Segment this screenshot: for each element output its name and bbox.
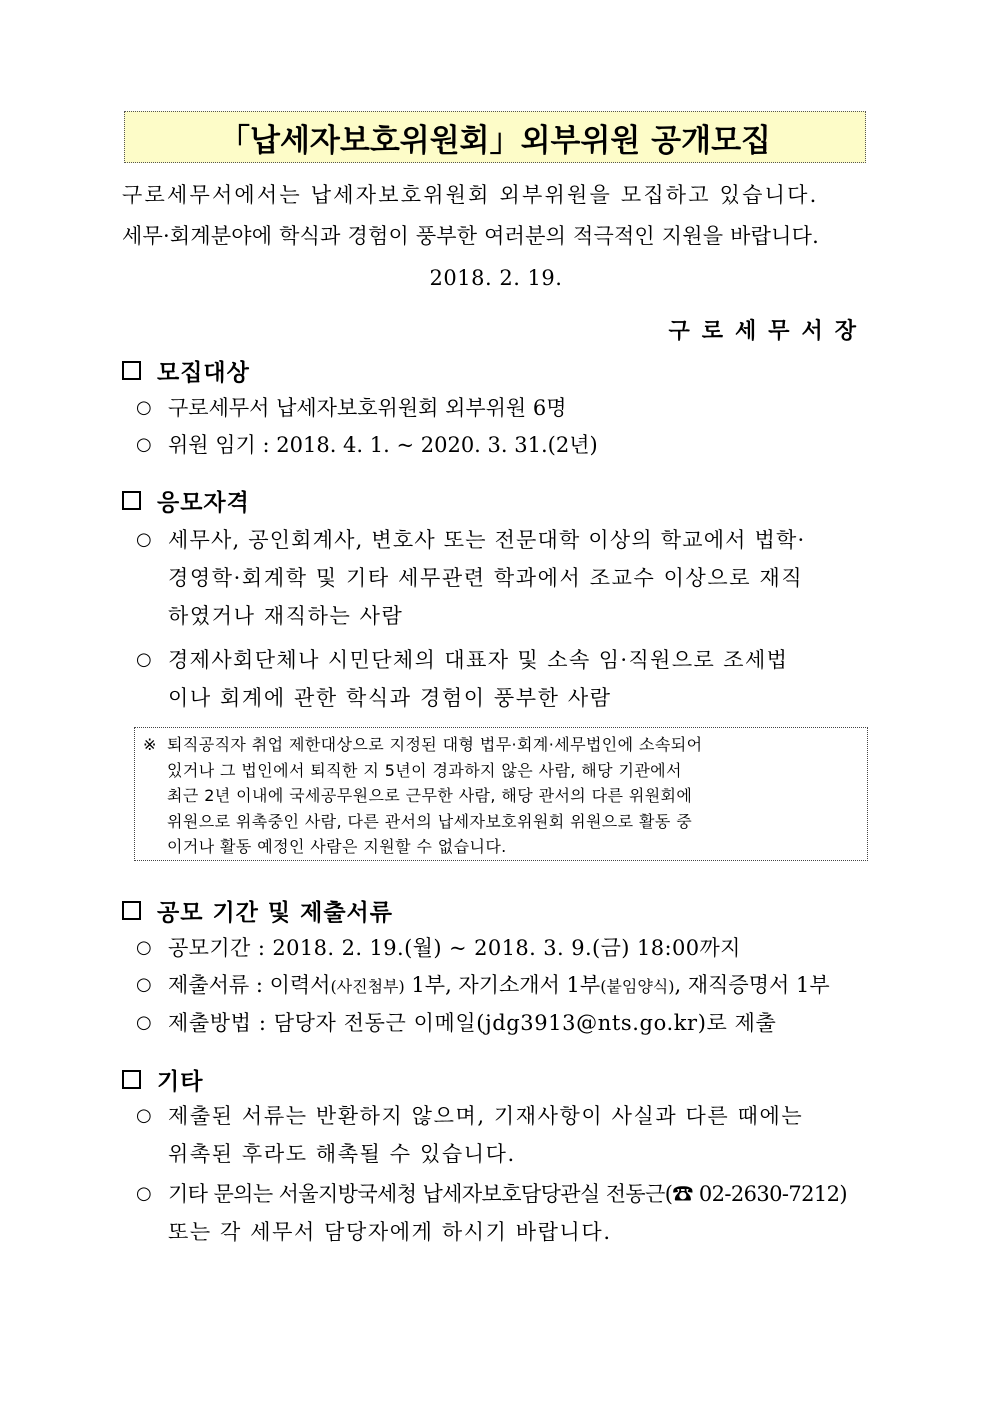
submit-docs-note: (사진첨부) (330, 977, 405, 996)
note-line: 이거나 활동 예정인 사람은 지원할 수 없습니다. (167, 837, 507, 856)
list-item-text: 또는 각 세무서 담당자에게 하시기 바랍니다. (168, 1220, 612, 1244)
list-item-text: 경영학·회계학 및 기타 세무관련 학과에서 조교수 이상으로 재직 (168, 566, 804, 590)
list-item-text: 이나 회계에 관한 학식과 경험이 풍부한 사람 (168, 686, 612, 710)
circle-bullet-icon: ○ (136, 649, 152, 670)
circle-bullet-icon: ○ (136, 1012, 152, 1033)
signer: 구로세무서장 (668, 318, 868, 344)
note-box (134, 727, 868, 861)
list-item-text: 위원 임기 : 2018. 4. 1. ~ 2020. 3. 31.(2년) (168, 433, 598, 457)
list-item-text (136, 966, 870, 1006)
list-item-text: 구로세무서 납세자보호위원회 외부위원 6명 (168, 396, 567, 420)
note-mark-icon: ※ (143, 735, 157, 754)
checkbox-icon (122, 491, 141, 510)
circle-bullet-icon: ○ (136, 434, 152, 455)
list-item (136, 389, 870, 427)
checkbox-icon (122, 361, 141, 380)
section-heading-period (122, 894, 393, 927)
list-item (136, 1097, 870, 1173)
title-box (124, 111, 866, 163)
checkbox-icon (122, 1070, 141, 1089)
section-title: 모집대상 (157, 360, 250, 386)
list-item-text: 세무사, 공인회계사, 변호사 또는 전문대학 이상의 학교에서 법학· (168, 528, 806, 552)
circle-bullet-icon: ○ (136, 529, 152, 550)
list-item-text: 위촉된 후라도 해촉될 수 있습니다. (168, 1142, 516, 1166)
list-item-text: 제출방법 : 담당자 전동근 이메일(jdg3913@nts.go.kr)로 제출 (168, 1011, 777, 1035)
checkbox-icon (122, 901, 141, 920)
list-item-text: 경제사회단체나 시민단체의 대표자 및 소속 임·직원으로 조세법 (168, 648, 789, 672)
list-item-text: 하였거나 재직하는 사람 (168, 604, 404, 628)
page-title: 「납세자보호위원회」외부위원 공개모집 (219, 122, 771, 159)
notice-date: 2018. 2. 19. (429, 266, 563, 290)
note-text: 퇴직공직자 취업 제한대상으로 지정된 대형 법무·회계·세무법인에 소속되어 (167, 735, 703, 754)
list-item (136, 1175, 870, 1251)
note-line: 있거나 그 법인에서 퇴직한 지 5년이 경과하지 않은 사람, 해당 기관에서 (167, 760, 682, 780)
submit-docs-note: (붙임양식) (600, 977, 675, 996)
intro-line: 구로세무서에서는 납세자보호위원회 외부위원을 모집하고 있습니다. (122, 183, 819, 207)
list-item (136, 966, 870, 1006)
section-heading-qualification (122, 484, 250, 517)
submit-docs-mid: 1부, 자기소개서 1부 (404, 973, 601, 997)
list-item (136, 521, 870, 635)
list-item-text: 제출된 서류는 반환하지 않으며, 기재사항이 사실과 다른 때에는 (168, 1104, 804, 1128)
list-item (136, 641, 870, 717)
note-line (143, 732, 859, 758)
circle-bullet-icon: ○ (136, 1105, 152, 1126)
circle-bullet-icon: ○ (136, 1183, 152, 1204)
circle-bullet-icon: ○ (136, 397, 152, 418)
list-item (136, 1004, 870, 1042)
section-heading-recruit (122, 354, 250, 387)
intro-paragraph (122, 175, 870, 257)
note-line: 위원으로 위촉중인 사람, 다른 관서의 납세자보호위원회 위원으로 활동 중 (167, 811, 693, 831)
list-item (136, 929, 870, 967)
section-title: 응모자격 (157, 490, 250, 516)
note-line: 최근 2년 이내에 국세공무원으로 근무한 사람, 해당 관서의 다른 위원회에 (167, 786, 693, 805)
section-title: 공모 기간 및 제출서류 (157, 900, 393, 926)
submit-docs-suffix: , 재직증명서 1부 (674, 973, 830, 997)
submit-docs-prefix: 제출서류 : 이력서 (168, 973, 331, 997)
list-item-text: 공모기간 : 2018. 2. 19.(월) ~ 2018. 3. 9.(금) 18:00까지 (168, 936, 741, 960)
section-title: 기타 (157, 1069, 204, 1095)
circle-bullet-icon: ○ (136, 974, 152, 995)
circle-bullet-icon: ○ (136, 937, 152, 958)
list-item (136, 426, 870, 464)
intro-line: 세무·회계분야에 학식과 경험이 풍부한 여러분의 적극적인 지원을 바랍니다. (122, 224, 819, 248)
list-item-text: 기타 문의는 서울지방국세청 납세자보호담당관실 전동근(☎ 02-2630-7212) (168, 1182, 848, 1206)
section-heading-etc (122, 1063, 203, 1096)
